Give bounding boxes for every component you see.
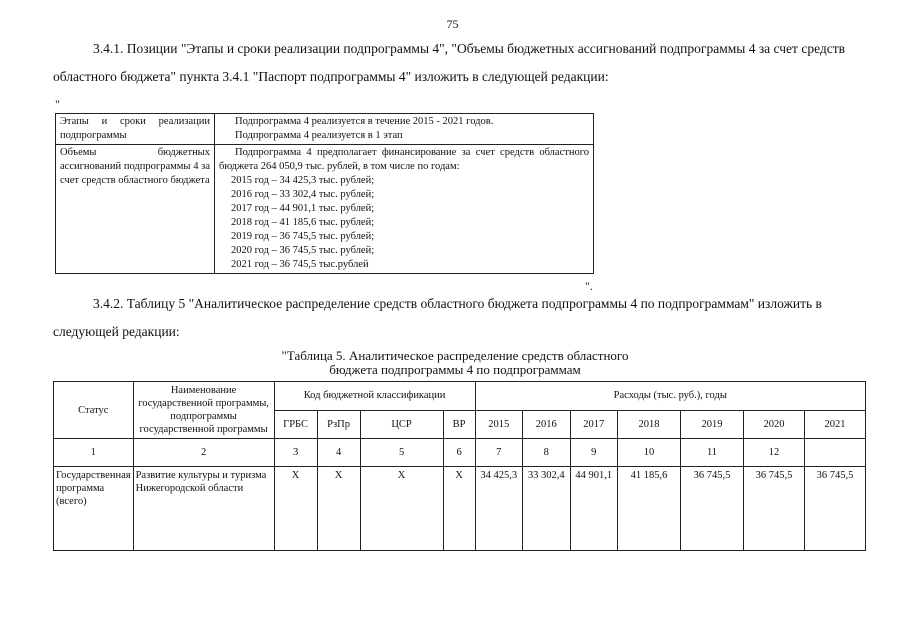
budget-year-2021: 2021 год – 36 745,5 тыс.рублей [231,259,369,270]
column-number: 5 [360,439,443,467]
header-year: 2015 [475,410,522,439]
row-vr: Х [443,467,475,551]
column-number: 2 [133,439,274,467]
open-quote: " [55,97,60,111]
passport-label-budget: Объемы бюджетных ассигнований подпрограммы 4 за счет средств областного бюджета [56,145,215,274]
budget-year-2016: 2016 год – 33 302,4 тыс. рублей; [231,189,375,200]
column-number: 3 [274,439,317,467]
row-value-2018: 41 185,6 [618,467,681,551]
header-year: 2017 [570,410,618,439]
table-title-line-1: "Таблица 5. Аналитическое распределение средств областного [281,348,629,363]
column-number: 9 [570,439,618,467]
budget-year-2019: 2019 год – 36 745,5 тыс. рублей; [231,231,375,242]
header-rzpr: РзПр [317,410,360,439]
budget-year-2015: 2015 год – 34 425,3 тыс. рублей; [231,175,375,186]
header-code: Код бюджетной классификации [274,382,475,411]
stages-period: Подпрограмма 4 реализуется в течение 2015 - 2021 годов. [235,116,494,127]
passport-value-budget [215,145,594,274]
header-row-1 [54,382,866,411]
header-vr: ВР [443,410,475,439]
row-value-2021: 36 745,5 [805,467,866,551]
column-number: 11 [681,439,744,467]
row-value-2019: 36 745,5 [681,467,744,551]
header-status: Статус [54,382,134,439]
column-number [805,439,866,467]
stages-count: Подпрограмма 4 реализуется в 1 этап [235,130,403,141]
header-expenses: Расходы (тыс. руб.), годы [475,382,865,411]
table-row [54,467,866,551]
column-number-row [54,439,866,467]
header-grbs: ГРБС [274,410,317,439]
header-year: 2016 [523,410,570,439]
page-number: 75 [446,17,459,31]
row-rzpr: Х [317,467,360,551]
header-csr: ЦСР [360,410,443,439]
passport-row-budget [56,145,594,274]
paragraph-3-4-2: 3.4.2. Таблицу 5 "Аналитическое распределение средств областного бюджета подпрограммы 4 по подпрограммам" изложить в следующей редакции: [53,296,822,339]
header-year: 2021 [805,410,866,439]
column-number: 1 [54,439,134,467]
budget-intro: Подпрограмма 4 предполагает финансирование за счет средств областного бюджета 264 050,9 тыс. рублей, в том числе по годам: [219,147,589,172]
column-number: 4 [317,439,360,467]
header-name: Наименование государственной программы, подпрограммы государственной программы [133,382,274,439]
budget-year-2020: 2020 год – 36 745,5 тыс. рублей; [231,245,375,256]
header-year: 2019 [681,410,744,439]
row-csr: Х [360,467,443,551]
table-title [230,349,680,377]
row-value-2017: 44 901,1 [570,467,618,551]
row-grbs: Х [274,467,317,551]
header-year: 2018 [618,410,681,439]
column-number: 6 [443,439,475,467]
column-number: 10 [618,439,681,467]
row-value-2015: 34 425,3 [475,467,522,551]
row-value-2020: 36 745,5 [744,467,805,551]
close-quote: ". [585,279,593,293]
column-number: 12 [744,439,805,467]
passport-label-stages: Этапы и сроки реализации подпрограммы [56,114,215,145]
passport-table [55,113,594,274]
passport-value-stages [215,114,594,145]
column-number: 8 [523,439,570,467]
row-value-2016: 33 302,4 [523,467,570,551]
distribution-table [53,381,866,551]
column-number: 7 [475,439,522,467]
budget-year-2018: 2018 год – 41 185,6 тыс. рублей; [231,217,375,228]
budget-year-2017: 2017 год – 44 901,1 тыс. рублей; [231,203,375,214]
row-name: Развитие культуры и туризма Нижегородской области [133,467,274,551]
passport-row-stages [56,114,594,145]
header-year: 2020 [744,410,805,439]
row-status: Государственная программа (всего) [54,467,134,551]
table-title-line-2: бюджета подпрограммы 4 по подпрограммам [329,362,581,377]
paragraph-3-4-1: 3.4.1. Позиции "Этапы и сроки реализации подпрограммы 4", "Объемы бюджетных ассигнований подпрограммы 4 за счет средств областного бюджета" пункта 3.4.1 "Паспорт подпрограммы 4" изложить в следующей редакции: [53,41,846,84]
